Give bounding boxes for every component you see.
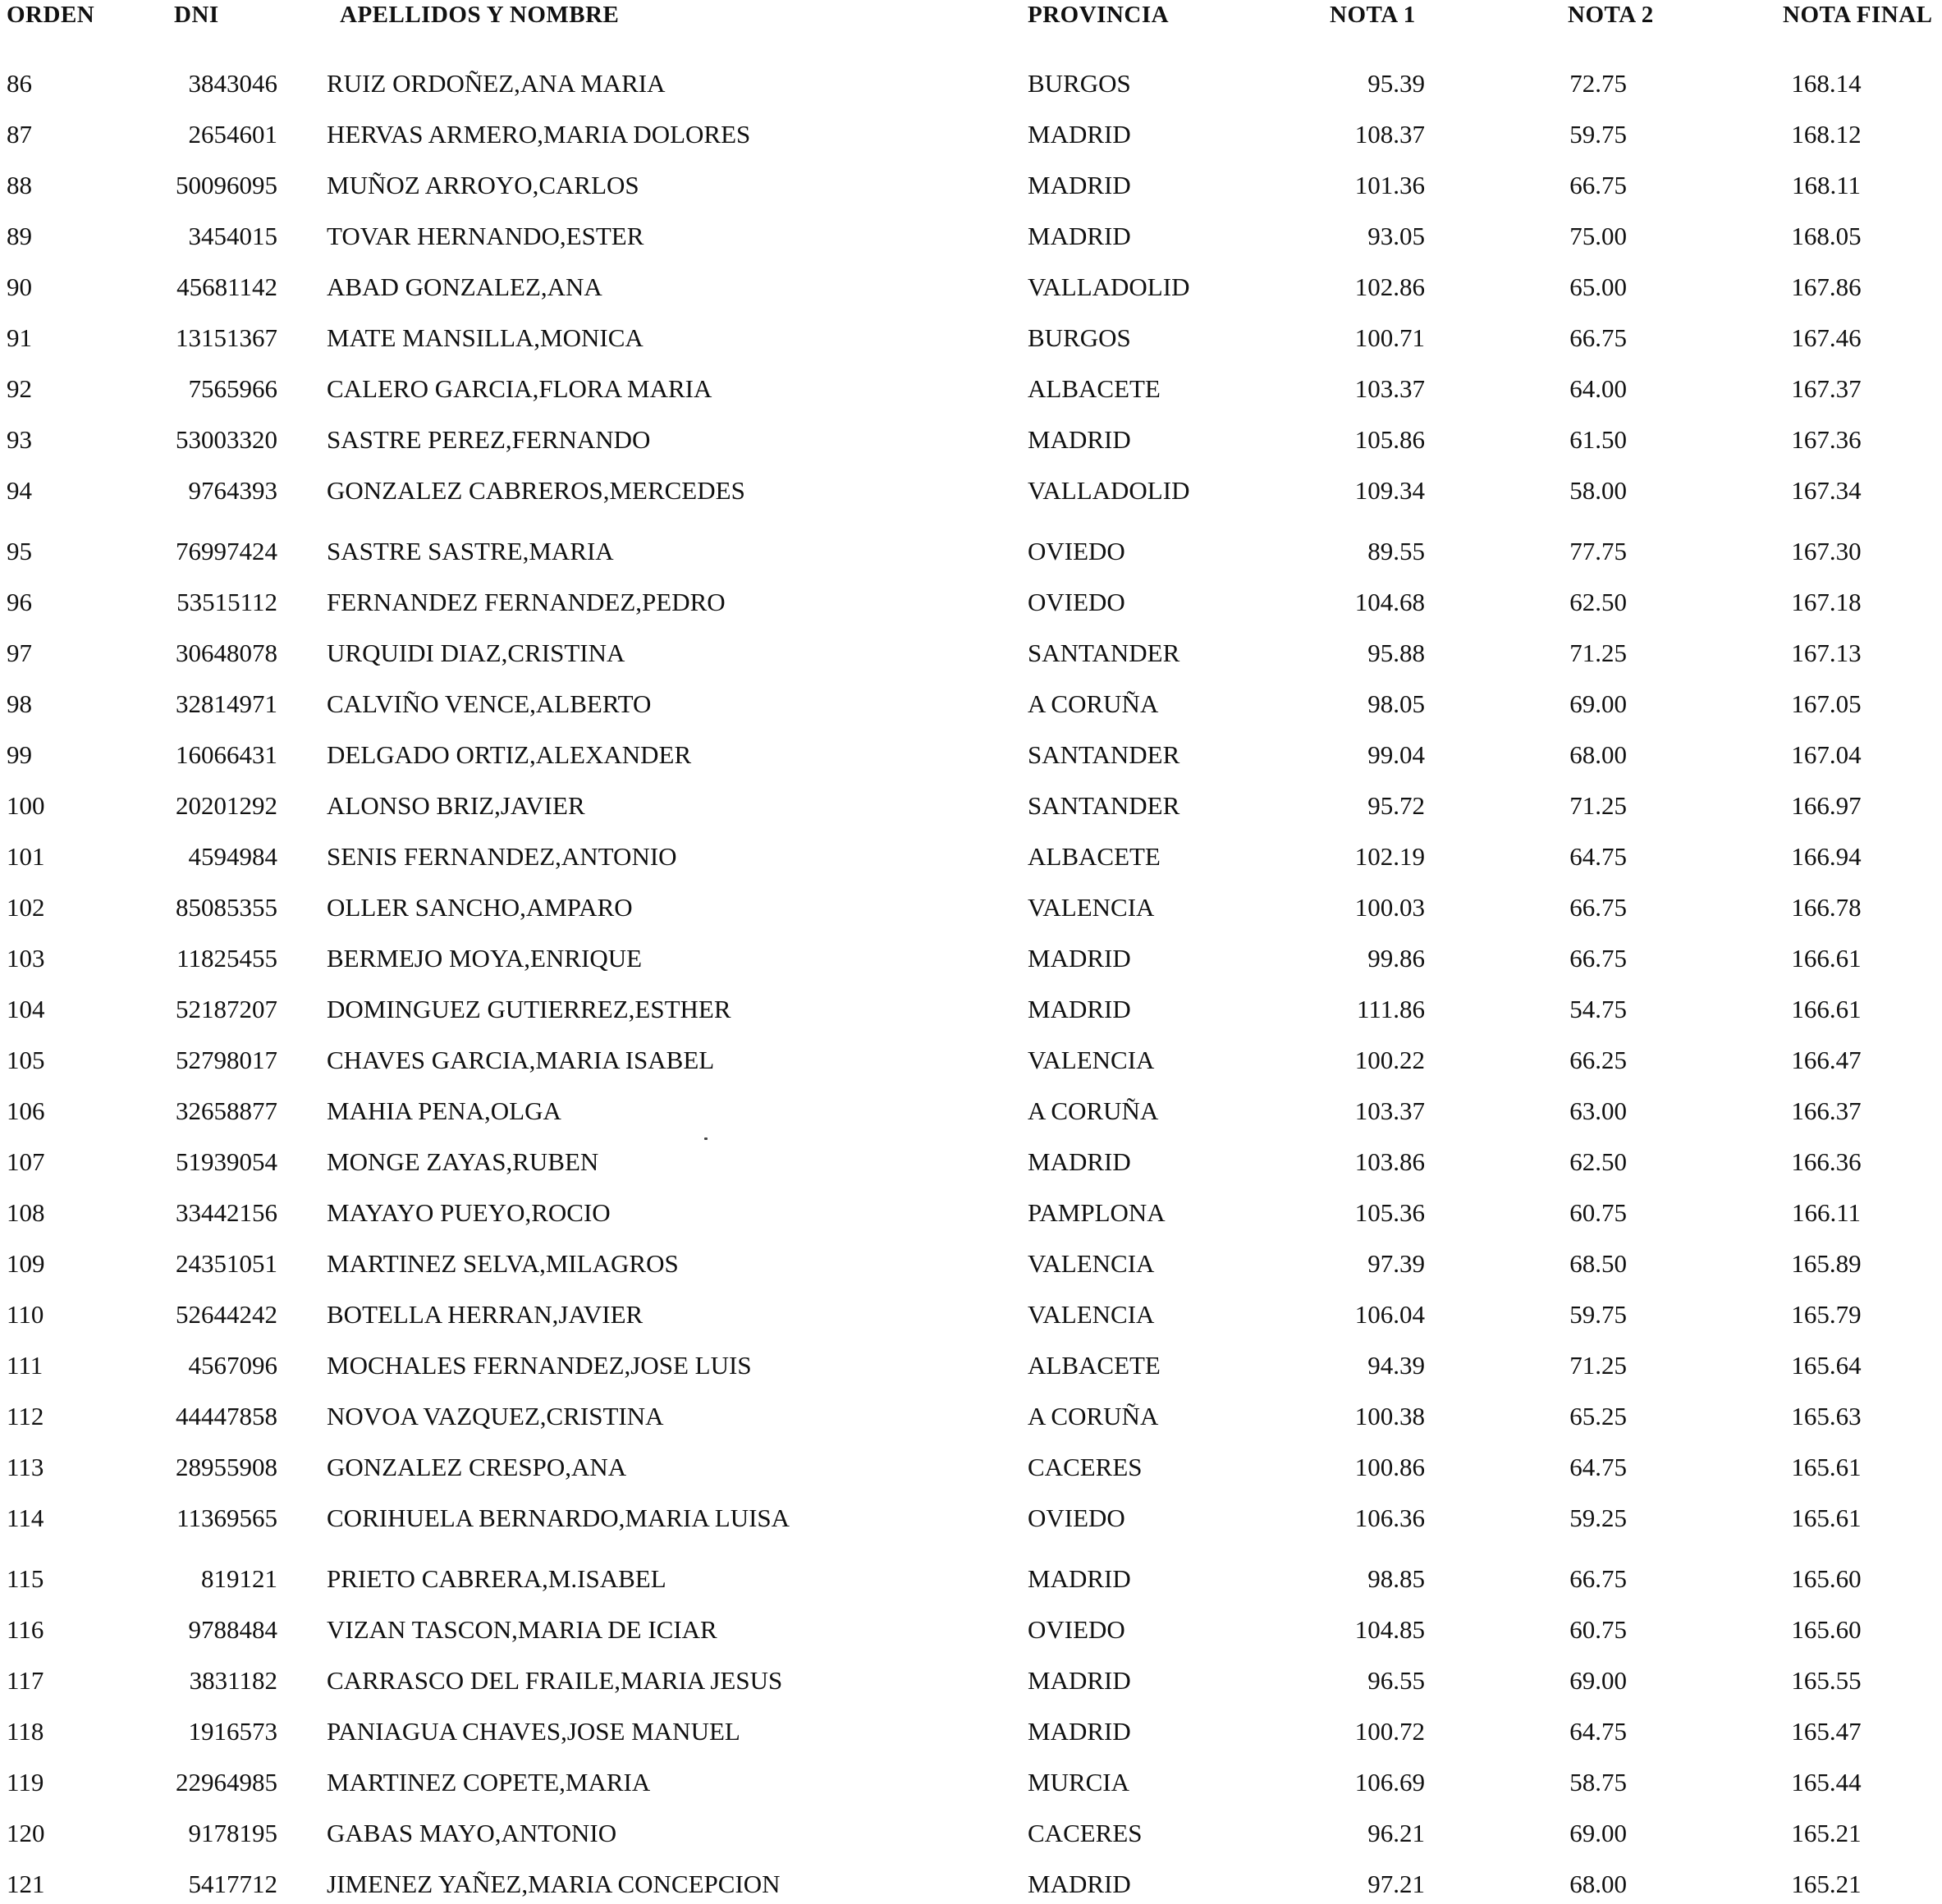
orden-cell: 119 bbox=[7, 1768, 44, 1796]
nota2-cell: 71.25 bbox=[1569, 1351, 1627, 1380]
nombre-cell: OLLER SANCHO,AMPARO bbox=[327, 893, 633, 922]
nota1-cell: 103.37 bbox=[1354, 1096, 1425, 1125]
dni-cell: 30648078 bbox=[176, 638, 277, 667]
provincia-cell: OVIEDO bbox=[1028, 1504, 1125, 1532]
nombre-cell: SENIS FERNANDEZ,ANTONIO bbox=[327, 842, 677, 871]
nota-final-cell: 167.13 bbox=[1791, 638, 1862, 667]
provincia-cell: MURCIA bbox=[1028, 1768, 1130, 1796]
nota1-cell: 103.86 bbox=[1354, 1147, 1425, 1176]
table-row bbox=[0, 217, 1942, 256]
nota-final-cell: 166.11 bbox=[1791, 1198, 1862, 1227]
table-row bbox=[0, 1499, 1942, 1538]
nota2-cell: 69.00 bbox=[1569, 1666, 1627, 1695]
dni-cell: 819121 bbox=[201, 1564, 277, 1593]
dni-cell: 16066431 bbox=[176, 740, 277, 769]
table-row bbox=[0, 939, 1942, 978]
table-row bbox=[0, 684, 1942, 724]
dni-cell: 20201292 bbox=[176, 791, 277, 820]
orden-cell: 105 bbox=[7, 1046, 45, 1074]
orden-cell: 109 bbox=[7, 1249, 45, 1278]
nota-final-cell: 168.05 bbox=[1791, 222, 1862, 250]
dni-cell: 4594984 bbox=[188, 842, 277, 871]
orden-cell: 117 bbox=[7, 1666, 44, 1695]
table-row bbox=[0, 471, 1942, 510]
nota-final-cell: 166.37 bbox=[1791, 1096, 1862, 1125]
header-nota-final: NOTA FINAL bbox=[1783, 2, 1933, 28]
provincia-cell: SANTANDER bbox=[1028, 791, 1180, 820]
nota1-cell: 100.72 bbox=[1354, 1717, 1425, 1746]
provincia-cell: SANTANDER bbox=[1028, 740, 1180, 769]
dni-cell: 50096095 bbox=[176, 171, 277, 199]
orden-cell: 101 bbox=[7, 842, 45, 871]
nombre-cell: CALVIÑO VENCE,ALBERTO bbox=[327, 689, 652, 718]
nota1-cell: 97.21 bbox=[1367, 1870, 1425, 1898]
provincia-cell: A CORUÑA bbox=[1028, 1096, 1159, 1125]
orden-cell: 91 bbox=[7, 323, 32, 352]
nombre-cell: MAHIA PENA,OLGA bbox=[327, 1096, 561, 1125]
provincia-cell: PAMPLONA bbox=[1028, 1198, 1166, 1227]
nombre-cell: ALONSO BRIZ,JAVIER bbox=[327, 791, 585, 820]
header-nota2: NOTA 2 bbox=[1568, 2, 1654, 28]
header-nota1: NOTA 1 bbox=[1330, 2, 1416, 28]
table-row bbox=[0, 64, 1942, 103]
nota2-cell: 77.75 bbox=[1569, 537, 1627, 565]
nota-final-cell: 167.30 bbox=[1791, 537, 1862, 565]
orden-cell: 108 bbox=[7, 1198, 45, 1227]
nota-final-cell: 168.12 bbox=[1791, 120, 1862, 149]
dni-cell: 3831182 bbox=[189, 1666, 277, 1695]
provincia-cell: ALBACETE bbox=[1028, 1351, 1161, 1380]
orden-cell: 99 bbox=[7, 740, 32, 769]
nota2-cell: 66.25 bbox=[1569, 1046, 1627, 1074]
nota-final-cell: 166.78 bbox=[1791, 893, 1862, 922]
nota2-cell: 66.75 bbox=[1569, 893, 1627, 922]
nota1-cell: 96.55 bbox=[1367, 1666, 1425, 1695]
table-row bbox=[0, 420, 1942, 460]
table-row bbox=[0, 1397, 1942, 1436]
orden-cell: 87 bbox=[7, 120, 32, 149]
nota2-cell: 65.25 bbox=[1569, 1402, 1627, 1430]
nota1-cell: 94.39 bbox=[1367, 1351, 1425, 1380]
dni-cell: 52187207 bbox=[176, 995, 277, 1023]
nota1-cell: 108.37 bbox=[1354, 120, 1425, 149]
orden-cell: 95 bbox=[7, 537, 32, 565]
nota1-cell: 104.85 bbox=[1354, 1615, 1425, 1644]
nombre-cell: MONGE ZAYAS,RUBEN bbox=[327, 1147, 599, 1176]
nombre-cell: PANIAGUA CHAVES,JOSE MANUEL bbox=[327, 1717, 740, 1746]
nota1-cell: 100.71 bbox=[1354, 323, 1425, 352]
nota-final-cell: 165.63 bbox=[1791, 1402, 1862, 1430]
orden-cell: 98 bbox=[7, 689, 32, 718]
provincia-cell: OVIEDO bbox=[1028, 1615, 1125, 1644]
table-row bbox=[0, 1712, 1942, 1751]
nota2-cell: 69.00 bbox=[1569, 689, 1627, 718]
nota1-cell: 102.19 bbox=[1354, 842, 1425, 871]
table-row bbox=[0, 735, 1942, 775]
orden-cell: 116 bbox=[7, 1615, 44, 1644]
nota2-cell: 54.75 bbox=[1569, 995, 1627, 1023]
table-row bbox=[0, 268, 1942, 307]
dni-cell: 11825455 bbox=[176, 944, 277, 973]
orden-cell: 102 bbox=[7, 893, 45, 922]
provincia-cell: MADRID bbox=[1028, 1147, 1131, 1176]
nota1-cell: 98.85 bbox=[1367, 1564, 1425, 1593]
provincia-cell: MADRID bbox=[1028, 1564, 1131, 1593]
nota1-cell: 100.22 bbox=[1354, 1046, 1425, 1074]
nota1-cell: 95.72 bbox=[1367, 791, 1425, 820]
nota2-cell: 58.75 bbox=[1569, 1768, 1627, 1796]
provincia-cell: A CORUÑA bbox=[1028, 689, 1159, 718]
provincia-cell: OVIEDO bbox=[1028, 588, 1125, 616]
nota-final-cell: 167.34 bbox=[1791, 476, 1862, 505]
table-row bbox=[0, 1041, 1942, 1080]
nota1-cell: 99.86 bbox=[1367, 944, 1425, 973]
orden-cell: 113 bbox=[7, 1453, 44, 1481]
nota-final-cell: 165.21 bbox=[1791, 1819, 1862, 1847]
nota-final-cell: 167.86 bbox=[1791, 272, 1862, 301]
provincia-cell: MADRID bbox=[1028, 1717, 1131, 1746]
nota1-cell: 97.39 bbox=[1367, 1249, 1425, 1278]
nombre-cell: MUÑOZ ARROYO,CARLOS bbox=[327, 171, 639, 199]
provincia-cell: VALENCIA bbox=[1028, 1300, 1155, 1329]
orden-cell: 111 bbox=[7, 1351, 44, 1380]
nombre-cell: SASTRE SASTRE,MARIA bbox=[327, 537, 614, 565]
table-row bbox=[0, 1193, 1942, 1233]
nota-final-cell: 166.61 bbox=[1791, 944, 1862, 973]
dni-cell: 52644242 bbox=[176, 1300, 277, 1329]
nota2-cell: 68.50 bbox=[1569, 1249, 1627, 1278]
provincia-cell: MADRID bbox=[1028, 120, 1131, 149]
nota1-cell: 93.05 bbox=[1367, 222, 1425, 250]
nota-final-cell: 165.89 bbox=[1791, 1249, 1862, 1278]
nota2-cell: 72.75 bbox=[1569, 69, 1627, 98]
nota-final-cell: 165.60 bbox=[1791, 1564, 1862, 1593]
provincia-cell: MADRID bbox=[1028, 425, 1131, 454]
provincia-cell: SANTANDER bbox=[1028, 638, 1180, 667]
nota2-cell: 66.75 bbox=[1569, 171, 1627, 199]
nota-final-cell: 165.21 bbox=[1791, 1870, 1862, 1898]
header-nombre: APELLIDOS Y NOMBRE bbox=[340, 2, 620, 28]
dni-cell: 53515112 bbox=[176, 588, 277, 616]
nota-final-cell: 165.44 bbox=[1791, 1768, 1862, 1796]
nombre-cell: GONZALEZ CRESPO,ANA bbox=[327, 1453, 627, 1481]
table-row bbox=[0, 1763, 1942, 1802]
orden-cell: 94 bbox=[7, 476, 32, 505]
provincia-cell: BURGOS bbox=[1028, 323, 1131, 352]
nombre-cell: CHAVES GARCIA,MARIA ISABEL bbox=[327, 1046, 715, 1074]
dni-cell: 24351051 bbox=[176, 1249, 277, 1278]
provincia-cell: A CORUÑA bbox=[1028, 1402, 1159, 1430]
orden-cell: 110 bbox=[7, 1300, 44, 1329]
nota2-cell: 62.50 bbox=[1569, 1147, 1627, 1176]
nota1-cell: 106.69 bbox=[1354, 1768, 1425, 1796]
nota1-cell: 103.37 bbox=[1354, 374, 1425, 403]
provincia-cell: CACERES bbox=[1028, 1453, 1143, 1481]
dni-cell: 3454015 bbox=[188, 222, 277, 250]
table-row bbox=[0, 1295, 1942, 1334]
orden-cell: 112 bbox=[7, 1402, 44, 1430]
dni-cell: 53003320 bbox=[176, 425, 277, 454]
dni-cell: 52798017 bbox=[176, 1046, 277, 1074]
nota1-cell: 104.68 bbox=[1354, 588, 1425, 616]
nombre-cell: VIZAN TASCON,MARIA DE ICIAR bbox=[327, 1615, 717, 1644]
nombre-cell: MARTINEZ SELVA,MILAGROS bbox=[327, 1249, 679, 1278]
nota-final-cell: 167.18 bbox=[1791, 588, 1862, 616]
nota1-cell: 109.34 bbox=[1354, 476, 1425, 505]
nombre-cell: RUIZ ORDOÑEZ,ANA MARIA bbox=[327, 69, 666, 98]
nombre-cell: FERNANDEZ FERNANDEZ,PEDRO bbox=[327, 588, 726, 616]
nota2-cell: 64.75 bbox=[1569, 1717, 1627, 1746]
provincia-cell: VALENCIA bbox=[1028, 1249, 1155, 1278]
nota-final-cell: 166.47 bbox=[1791, 1046, 1862, 1074]
nota-final-cell: 165.47 bbox=[1791, 1717, 1862, 1746]
nota2-cell: 63.00 bbox=[1569, 1096, 1627, 1125]
nota-final-cell: 166.97 bbox=[1791, 791, 1862, 820]
table-row bbox=[0, 1142, 1942, 1182]
dni-cell: 13151367 bbox=[176, 323, 277, 352]
table-row bbox=[0, 318, 1942, 358]
nota2-cell: 68.00 bbox=[1569, 1870, 1627, 1898]
nota2-cell: 71.25 bbox=[1569, 791, 1627, 820]
nota2-cell: 59.75 bbox=[1569, 120, 1627, 149]
header-dni: DNI bbox=[174, 2, 219, 28]
nota2-cell: 68.00 bbox=[1569, 740, 1627, 769]
nota2-cell: 71.25 bbox=[1569, 638, 1627, 667]
nota1-cell: 100.38 bbox=[1354, 1402, 1425, 1430]
provincia-cell: VALLADOLID bbox=[1028, 476, 1190, 505]
table-row bbox=[0, 1448, 1942, 1487]
provincia-cell: MADRID bbox=[1028, 1666, 1131, 1695]
nota2-cell: 59.25 bbox=[1569, 1504, 1627, 1532]
table-row bbox=[0, 837, 1942, 876]
provincia-cell: MADRID bbox=[1028, 1870, 1131, 1898]
nota1-cell: 106.04 bbox=[1354, 1300, 1425, 1329]
provincia-cell: ALBACETE bbox=[1028, 842, 1161, 871]
nombre-cell: CARRASCO DEL FRAILE,MARIA JESUS bbox=[327, 1666, 783, 1695]
nota2-cell: 64.75 bbox=[1569, 842, 1627, 871]
nombre-cell: NOVOA VAZQUEZ,CRISTINA bbox=[327, 1402, 664, 1430]
table-row bbox=[0, 990, 1942, 1029]
nota-final-cell: 166.36 bbox=[1791, 1147, 1862, 1176]
orden-cell: 114 bbox=[7, 1504, 44, 1532]
dni-cell: 32658877 bbox=[176, 1096, 277, 1125]
nombre-cell: DOMINGUEZ GUTIERREZ,ESTHER bbox=[327, 995, 731, 1023]
nota2-cell: 75.00 bbox=[1569, 222, 1627, 250]
nota-final-cell: 167.36 bbox=[1791, 425, 1862, 454]
nota-final-cell: 166.61 bbox=[1791, 995, 1862, 1023]
table-row bbox=[0, 1661, 1942, 1700]
dni-cell: 1916573 bbox=[188, 1717, 277, 1746]
provincia-cell: ALBACETE bbox=[1028, 374, 1161, 403]
table-row bbox=[0, 369, 1942, 409]
dni-cell: 9788484 bbox=[188, 1615, 277, 1644]
orden-cell: 106 bbox=[7, 1096, 45, 1125]
orden-cell: 97 bbox=[7, 638, 32, 667]
nota2-cell: 60.75 bbox=[1569, 1198, 1627, 1227]
dni-cell: 44447858 bbox=[176, 1402, 277, 1430]
nota1-cell: 111.86 bbox=[1357, 995, 1425, 1023]
orden-cell: 121 bbox=[7, 1870, 45, 1898]
nota-final-cell: 165.64 bbox=[1791, 1351, 1862, 1380]
nombre-cell: DELGADO ORTIZ,ALEXANDER bbox=[327, 740, 692, 769]
nota1-cell: 106.36 bbox=[1354, 1504, 1425, 1532]
provincia-cell: MADRID bbox=[1028, 222, 1131, 250]
dni-cell: 11369565 bbox=[176, 1504, 277, 1532]
orden-cell: 88 bbox=[7, 171, 32, 199]
nota1-cell: 95.88 bbox=[1367, 638, 1425, 667]
nota1-cell: 101.36 bbox=[1354, 171, 1425, 199]
nombre-cell: SASTRE PEREZ,FERNANDO bbox=[327, 425, 651, 454]
table-row bbox=[0, 166, 1942, 205]
table-row bbox=[0, 1244, 1942, 1284]
provincia-cell: VALENCIA bbox=[1028, 1046, 1155, 1074]
nota2-cell: 59.75 bbox=[1569, 1300, 1627, 1329]
orden-cell: 93 bbox=[7, 425, 32, 454]
orden-cell: 92 bbox=[7, 374, 32, 403]
table-row bbox=[0, 1814, 1942, 1853]
nota1-cell: 102.86 bbox=[1354, 272, 1425, 301]
dni-cell: 7565966 bbox=[188, 374, 277, 403]
nota1-cell: 95.39 bbox=[1367, 69, 1425, 98]
table-row bbox=[0, 115, 1942, 154]
header-provincia: PROVINCIA bbox=[1028, 2, 1170, 28]
nombre-cell: MOCHALES FERNANDEZ,JOSE LUIS bbox=[327, 1351, 752, 1380]
provincia-cell: MADRID bbox=[1028, 995, 1131, 1023]
table-header bbox=[0, 0, 1942, 34]
provincia-cell: VALENCIA bbox=[1028, 893, 1155, 922]
orden-cell: 90 bbox=[7, 272, 32, 301]
nota1-cell: 99.04 bbox=[1367, 740, 1425, 769]
dni-cell: 22964985 bbox=[176, 1768, 277, 1796]
nombre-cell: URQUIDI DIAZ,CRISTINA bbox=[327, 638, 625, 667]
dni-cell: 76997424 bbox=[176, 537, 277, 565]
dni-cell: 51939054 bbox=[176, 1147, 277, 1176]
orden-cell: 103 bbox=[7, 944, 45, 973]
dni-cell: 45681142 bbox=[176, 272, 277, 301]
nota-final-cell: 167.46 bbox=[1791, 323, 1862, 352]
dni-cell: 3843046 bbox=[188, 69, 277, 98]
nombre-cell: HERVAS ARMERO,MARIA DOLORES bbox=[327, 120, 751, 149]
nota-final-cell: 165.79 bbox=[1791, 1300, 1862, 1329]
table-row bbox=[0, 1865, 1942, 1904]
nombre-cell: MAYAYO PUEYO,ROCIO bbox=[327, 1198, 611, 1227]
table-row bbox=[0, 786, 1942, 826]
orden-cell: 115 bbox=[7, 1564, 44, 1593]
table-row bbox=[0, 583, 1942, 622]
orden-cell: 104 bbox=[7, 995, 45, 1023]
nota-final-cell: 166.94 bbox=[1791, 842, 1862, 871]
dni-cell: 9178195 bbox=[188, 1819, 277, 1847]
nota-final-cell: 168.11 bbox=[1791, 171, 1862, 199]
nota-final-cell: 167.37 bbox=[1791, 374, 1862, 403]
provincia-cell: OVIEDO bbox=[1028, 537, 1125, 565]
nombre-cell: GONZALEZ CABREROS,MERCEDES bbox=[327, 476, 745, 505]
orden-cell: 100 bbox=[7, 791, 45, 820]
nombre-cell: TOVAR HERNANDO,ESTER bbox=[327, 222, 644, 250]
nota2-cell: 62.50 bbox=[1569, 588, 1627, 616]
provincia-cell: CACERES bbox=[1028, 1819, 1143, 1847]
nota1-cell: 100.03 bbox=[1354, 893, 1425, 922]
provincia-cell: MADRID bbox=[1028, 944, 1131, 973]
nombre-cell: CORIHUELA BERNARDO,MARIA LUISA bbox=[327, 1504, 790, 1532]
dni-cell: 32814971 bbox=[176, 689, 277, 718]
nota2-cell: 61.50 bbox=[1569, 425, 1627, 454]
orden-cell: 107 bbox=[7, 1147, 45, 1176]
dni-cell: 2654601 bbox=[188, 120, 277, 149]
nota-final-cell: 167.04 bbox=[1791, 740, 1862, 769]
orden-cell: 120 bbox=[7, 1819, 45, 1847]
table-row bbox=[0, 888, 1942, 927]
table-row bbox=[0, 532, 1942, 571]
dni-cell: 33442156 bbox=[176, 1198, 277, 1227]
table-row bbox=[0, 1559, 1942, 1599]
orden-cell: 86 bbox=[7, 69, 32, 98]
nota2-cell: 64.75 bbox=[1569, 1453, 1627, 1481]
nota-final-cell: 165.55 bbox=[1791, 1666, 1862, 1695]
dni-cell: 85085355 bbox=[176, 893, 277, 922]
nota2-cell: 66.75 bbox=[1569, 944, 1627, 973]
dni-cell: 5417712 bbox=[188, 1870, 277, 1898]
table-row bbox=[0, 634, 1942, 673]
header-orden: ORDEN bbox=[7, 2, 95, 28]
nota2-cell: 66.75 bbox=[1569, 323, 1627, 352]
dni-cell: 4567096 bbox=[188, 1351, 277, 1380]
nota-final-cell: 165.61 bbox=[1791, 1504, 1862, 1532]
provincia-cell: MADRID bbox=[1028, 171, 1131, 199]
nombre-cell: JIMENEZ YAÑEZ,MARIA CONCEPCION bbox=[327, 1870, 781, 1898]
nota1-cell: 105.36 bbox=[1354, 1198, 1425, 1227]
table-row bbox=[0, 1346, 1942, 1385]
nombre-cell: BERMEJO MOYA,ENRIQUE bbox=[327, 944, 643, 973]
nombre-cell: PRIETO CABRERA,M.ISABEL bbox=[327, 1564, 666, 1593]
nota-final-cell: 168.14 bbox=[1791, 69, 1862, 98]
orden-cell: 118 bbox=[7, 1717, 44, 1746]
nombre-cell: GABAS MAYO,ANTONIO bbox=[327, 1819, 617, 1847]
nota1-cell: 96.21 bbox=[1367, 1819, 1425, 1847]
orden-cell: 96 bbox=[7, 588, 32, 616]
nota1-cell: 89.55 bbox=[1367, 537, 1425, 565]
nota-final-cell: 167.05 bbox=[1791, 689, 1862, 718]
nota2-cell: 60.75 bbox=[1569, 1615, 1627, 1644]
nota-final-cell: 165.60 bbox=[1791, 1615, 1862, 1644]
provincia-cell: VALLADOLID bbox=[1028, 272, 1190, 301]
nota2-cell: 66.75 bbox=[1569, 1564, 1627, 1593]
nota2-cell: 69.00 bbox=[1569, 1819, 1627, 1847]
nombre-cell: MARTINEZ COPETE,MARIA bbox=[327, 1768, 651, 1796]
orden-cell: 89 bbox=[7, 222, 32, 250]
table-row bbox=[0, 1092, 1942, 1131]
dni-cell: 28955908 bbox=[176, 1453, 277, 1481]
scan-speck bbox=[704, 1137, 708, 1140]
nota2-cell: 65.00 bbox=[1569, 272, 1627, 301]
nombre-cell: ABAD GONZALEZ,ANA bbox=[327, 272, 602, 301]
nota-final-cell: 165.61 bbox=[1791, 1453, 1862, 1481]
provincia-cell: BURGOS bbox=[1028, 69, 1131, 98]
nota1-cell: 100.86 bbox=[1354, 1453, 1425, 1481]
nombre-cell: CALERO GARCIA,FLORA MARIA bbox=[327, 374, 712, 403]
nota2-cell: 64.00 bbox=[1569, 374, 1627, 403]
nombre-cell: MATE MANSILLA,MONICA bbox=[327, 323, 644, 352]
nota2-cell: 58.00 bbox=[1569, 476, 1627, 505]
nota1-cell: 105.86 bbox=[1354, 425, 1425, 454]
dni-cell: 9764393 bbox=[188, 476, 277, 505]
nota1-cell: 98.05 bbox=[1367, 689, 1425, 718]
table-row bbox=[0, 1610, 1942, 1650]
nombre-cell: BOTELLA HERRAN,JAVIER bbox=[327, 1300, 644, 1329]
